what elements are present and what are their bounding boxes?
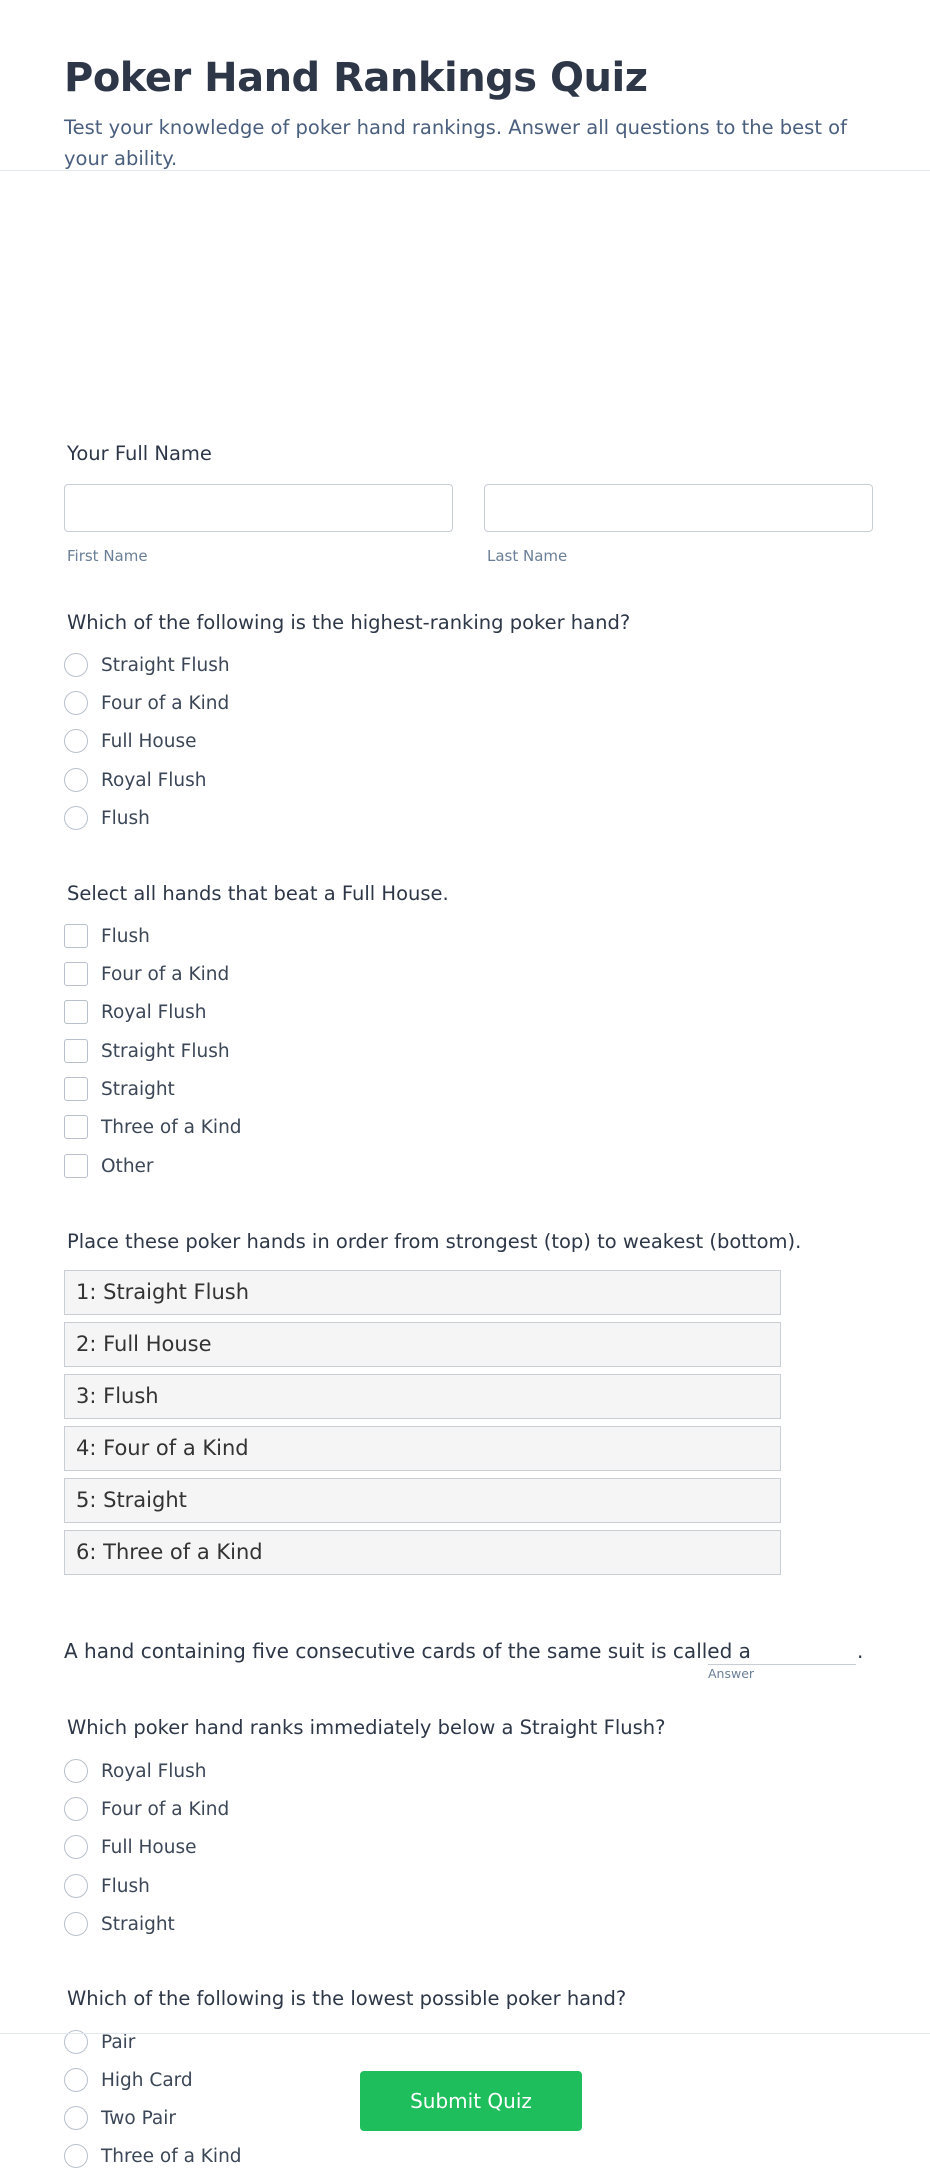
option-label: Flush xyxy=(101,807,150,829)
rank-item[interactable]: 3: Flush xyxy=(64,1374,781,1419)
radio-button[interactable] xyxy=(64,1835,88,1859)
rank-item[interactable]: 2: Full House xyxy=(64,1322,781,1367)
option-label: Royal Flush xyxy=(101,1001,207,1023)
q2-option[interactable] xyxy=(64,961,229,987)
fill-in-blank-end: . xyxy=(857,1639,864,1663)
last-name-input[interactable] xyxy=(484,484,873,532)
option-label: Four of a Kind xyxy=(101,963,230,985)
last-name-sublabel: Last Name xyxy=(487,547,568,565)
option-label: High Card xyxy=(101,2069,193,2091)
option-label: Royal Flush xyxy=(101,769,207,791)
checkbox[interactable] xyxy=(64,962,88,986)
option-label: Full House xyxy=(101,730,197,752)
radio-button[interactable] xyxy=(64,768,88,792)
q5-option[interactable] xyxy=(64,1834,197,1860)
question-2-label: Select all hands that beat a Full House. xyxy=(67,882,449,905)
checkbox[interactable] xyxy=(64,1154,88,1178)
checkbox[interactable] xyxy=(64,1115,88,1139)
option-label: Three of a Kind xyxy=(101,2145,242,2167)
option-label: Full House xyxy=(101,1836,197,1858)
option-label: Straight xyxy=(101,1913,175,1935)
checkbox[interactable] xyxy=(64,924,88,948)
question-1-label: Which of the following is the highest-ranking poker hand? xyxy=(67,611,631,634)
q2-option[interactable] xyxy=(64,1153,154,1179)
rank-item[interactable]: 1: Straight Flush xyxy=(64,1270,781,1315)
option-label: Flush xyxy=(101,1875,150,1897)
q6-option[interactable] xyxy=(64,2105,176,2131)
radio-button[interactable] xyxy=(64,1797,88,1821)
q1-option[interactable] xyxy=(64,690,229,716)
question-6-label: Which of the following is the lowest possible poker hand? xyxy=(67,1987,627,2010)
option-label: Straight Flush xyxy=(101,1040,230,1062)
answer-sublabel: Answer xyxy=(708,1666,755,1681)
q1-option[interactable] xyxy=(64,805,150,831)
q2-option[interactable] xyxy=(64,923,150,949)
footer-divider xyxy=(0,2033,930,2034)
option-label: Two Pair xyxy=(101,2107,176,2129)
radio-button[interactable] xyxy=(64,1759,88,1783)
option-label: Flush xyxy=(101,925,150,947)
option-label: Four of a Kind xyxy=(101,1798,230,1820)
fill-in-blank-text: A hand containing five consecutive cards of the same suit is called a xyxy=(64,1639,751,1663)
option-label: Straight Flush xyxy=(101,654,230,676)
radio-button[interactable] xyxy=(64,729,88,753)
q2-option[interactable] xyxy=(64,1038,230,1064)
radio-button[interactable] xyxy=(64,806,88,830)
full-name-label: Your Full Name xyxy=(67,442,212,465)
quiz-header xyxy=(0,0,930,171)
radio-button[interactable] xyxy=(64,1912,88,1936)
page-subtitle: Test your knowledge of poker hand rankings. Answer all questions to the best of your ability. xyxy=(64,116,847,170)
rank-item[interactable]: 4: Four of a Kind xyxy=(64,1426,781,1471)
submit-quiz-button[interactable]: Submit Quiz xyxy=(360,2071,582,2131)
q2-option[interactable] xyxy=(64,1114,242,1140)
question-5-label: Which poker hand ranks immediately below a Straight Flush? xyxy=(67,1716,666,1739)
option-label: Other xyxy=(101,1155,154,1177)
q1-option[interactable] xyxy=(64,652,230,678)
q6-option[interactable] xyxy=(64,2143,242,2169)
radio-button[interactable] xyxy=(64,1874,88,1898)
rank-item[interactable]: 5: Straight xyxy=(64,1478,781,1523)
q2-option[interactable] xyxy=(64,999,207,1025)
rank-item[interactable]: 6: Three of a Kind xyxy=(64,1530,781,1575)
option-label: Pair xyxy=(101,2031,136,2053)
q5-option[interactable] xyxy=(64,1796,229,1822)
first-name-input[interactable] xyxy=(64,484,453,532)
q5-option[interactable] xyxy=(64,1911,175,1937)
checkbox[interactable] xyxy=(64,1039,88,1063)
q6-option[interactable] xyxy=(64,2067,193,2093)
q1-option[interactable] xyxy=(64,767,207,793)
option-label: Three of a Kind xyxy=(101,1116,242,1138)
answer-input[interactable] xyxy=(708,1664,856,1665)
first-name-sublabel: First Name xyxy=(67,547,148,565)
q2-option[interactable] xyxy=(64,1076,175,1102)
q5-option[interactable] xyxy=(64,1873,150,1899)
checkbox[interactable] xyxy=(64,1000,88,1024)
radio-button[interactable] xyxy=(64,2106,88,2130)
page-title: Poker Hand Rankings Quiz xyxy=(64,55,648,101)
q5-option[interactable] xyxy=(64,1758,207,1784)
checkbox[interactable] xyxy=(64,1077,88,1101)
radio-button[interactable] xyxy=(64,653,88,677)
radio-button[interactable] xyxy=(64,2144,88,2168)
question-3-label: Place these poker hands in order from strongest (top) to weakest (bottom). xyxy=(67,1230,802,1253)
option-label: Straight xyxy=(101,1078,175,1100)
q1-option[interactable] xyxy=(64,728,197,754)
option-label: Four of a Kind xyxy=(101,692,230,714)
radio-button[interactable] xyxy=(64,691,88,715)
option-label: Royal Flush xyxy=(101,1760,207,1782)
radio-button[interactable] xyxy=(64,2068,88,2092)
